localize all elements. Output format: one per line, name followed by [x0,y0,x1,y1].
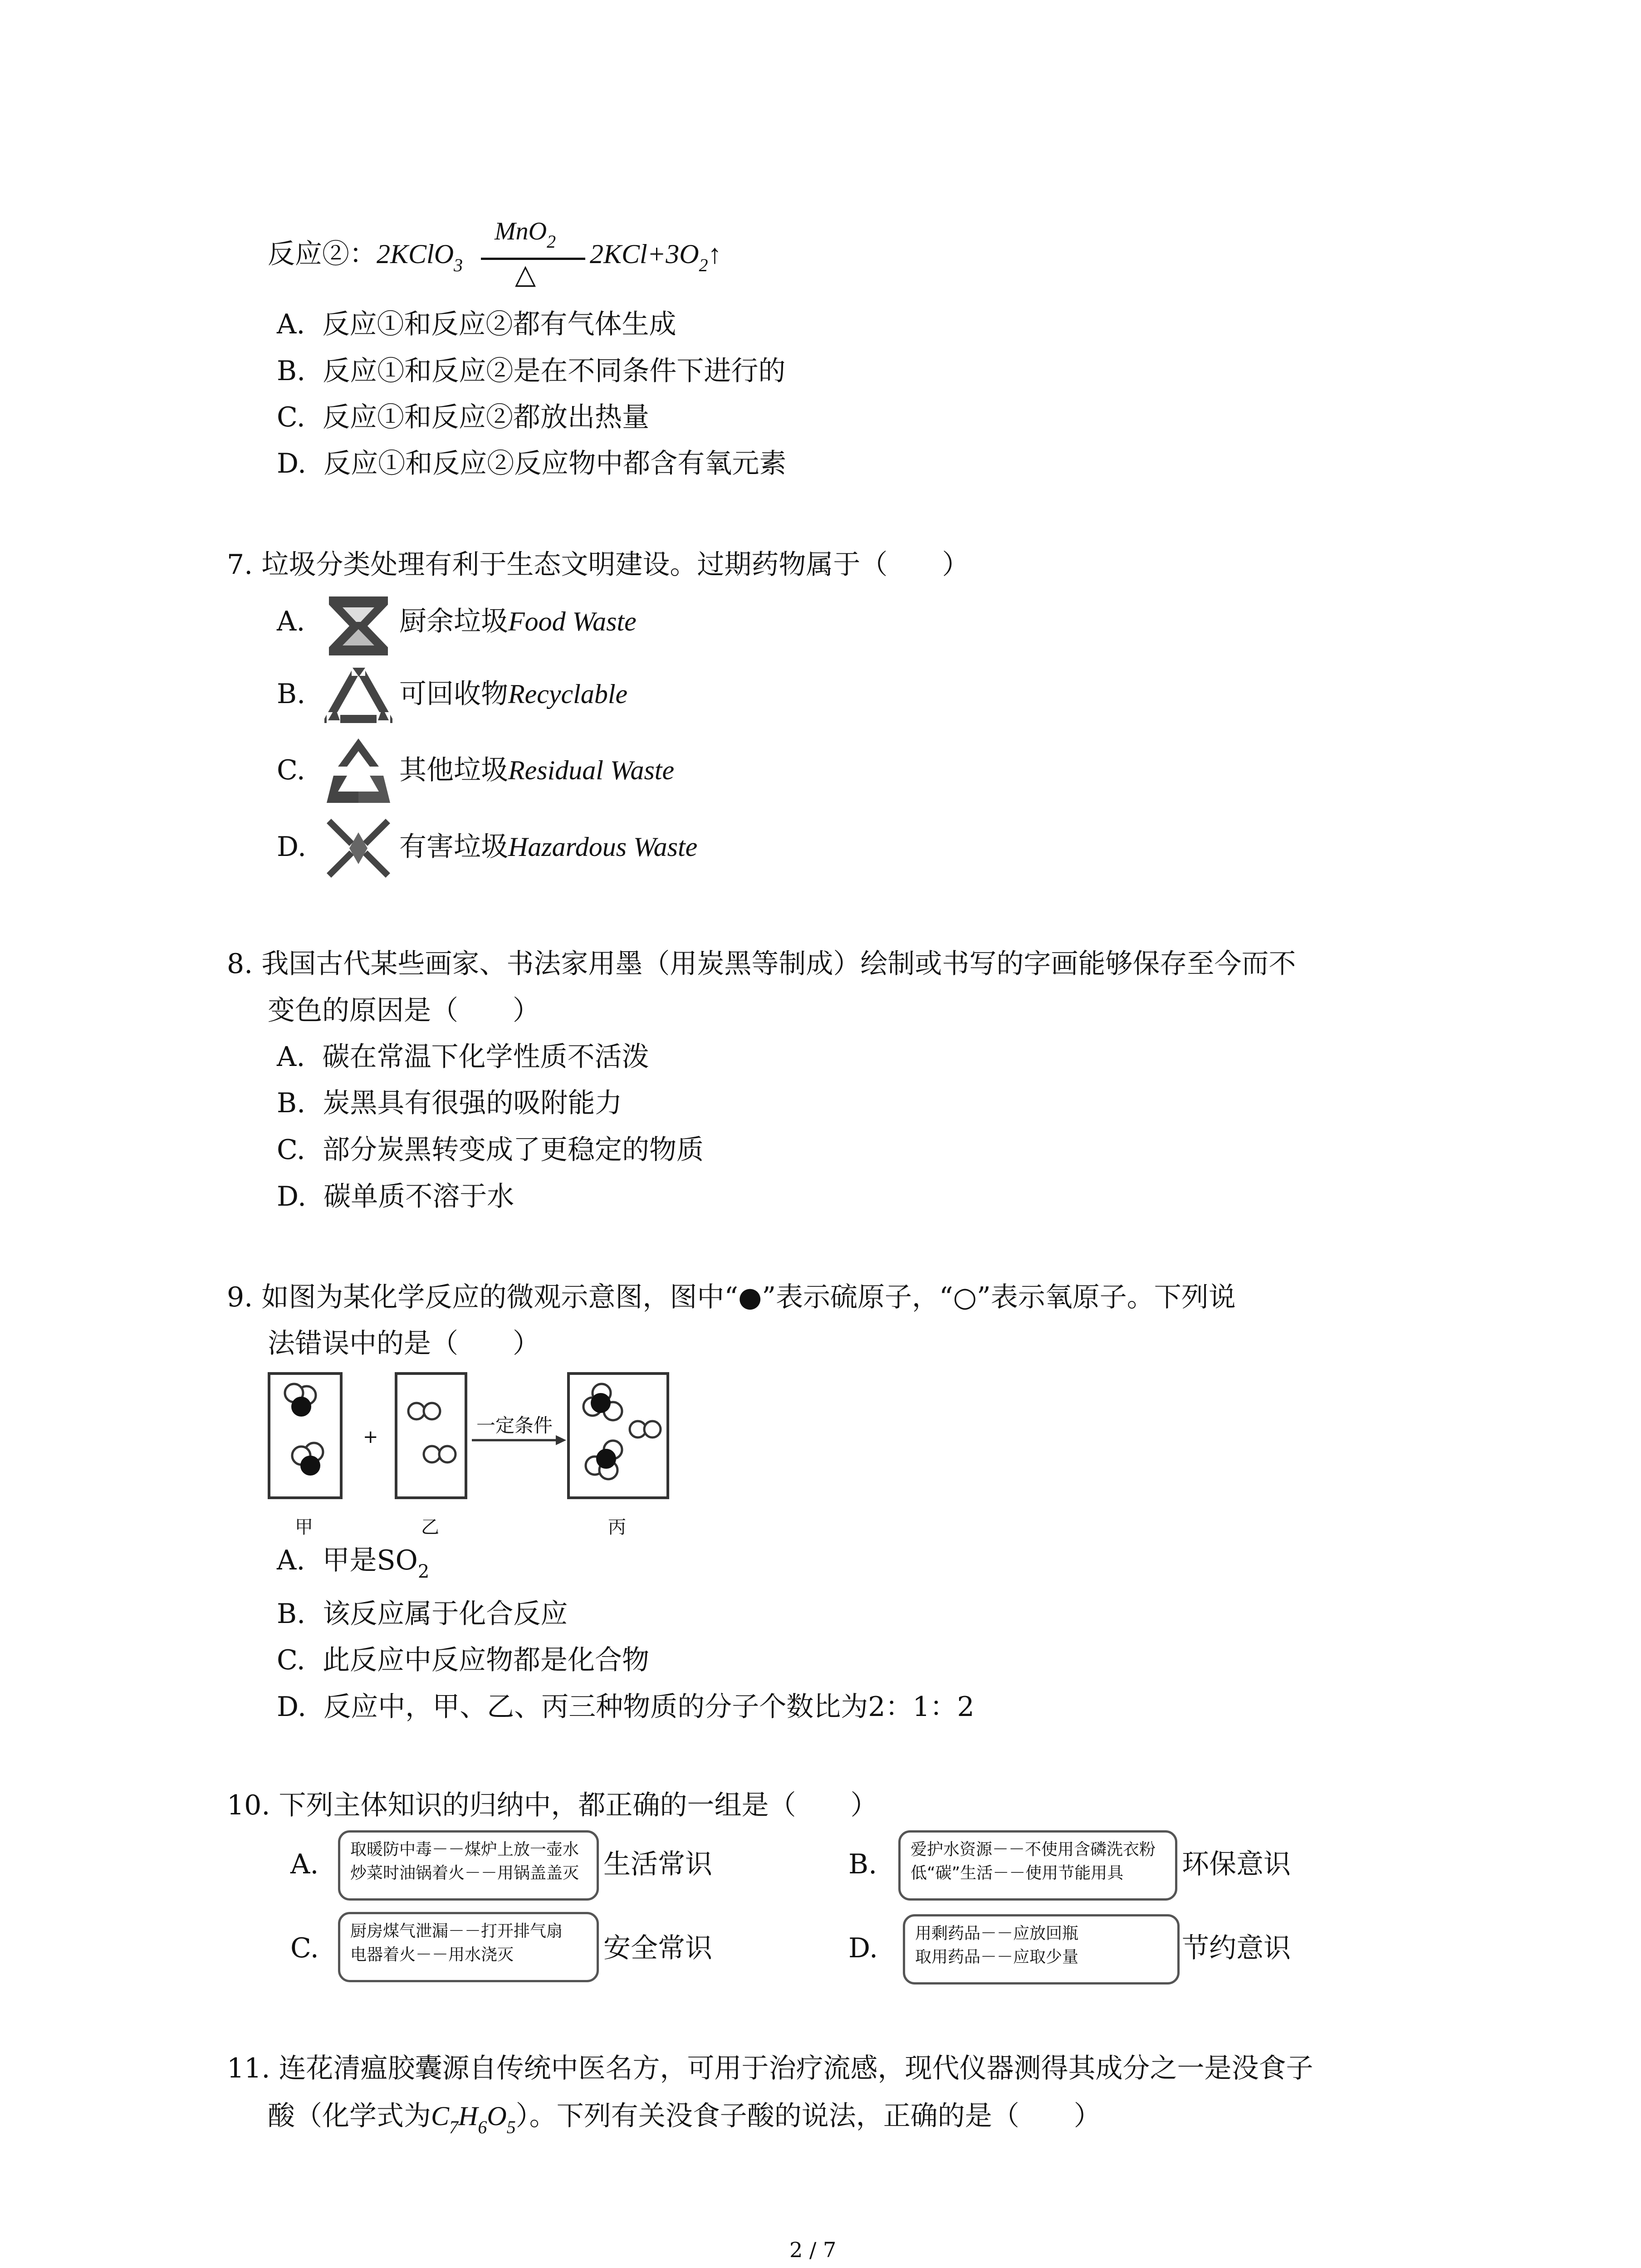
q7-option-d-letter: D. [277,831,307,863]
q7-option-b-letter: B. [277,678,306,710]
q9-option-d: D. 反应中，甲、乙、丙三种物质的分子个数比为2：1：2 [277,1691,975,1723]
q8-stem-line1: 8. 我国古代某些画家、书法家用墨（用炭黑等制成）绘制或书写的字画能够保存至今而不 [227,948,1296,980]
q9-option-b: B. 该反应属于化合反应 [277,1598,568,1630]
q11-stem-line2: 酸（化学式为$C_7H_6O_5$）。下列有关没食子酸的说法，正确的是（ ） [268,2100,1101,2137]
q10-option-b-box: 爱护水资源－－不使用含磷洗衣粉 低“碳”生活－－使用节能用具 [898,1830,1177,1901]
q8-stem-line2: 变色的原因是（ ） [268,995,540,1026]
diagram-plus: + [363,1427,378,1447]
q6-option-c: C. 反应①和反应②都放出热量 [277,401,649,433]
q9-option-a: A. 甲是$SO_2$ [277,1545,430,1582]
reaction-condition: 一定条件 [476,1414,553,1437]
q10-option-c-tag: 安全常识 [603,1932,712,1964]
q10-option-c-letter: C. [290,1932,319,1964]
reaction-arrow-icon [472,1433,567,1447]
so3-molecules-icon [570,1375,666,1496]
diagram-label-b: 乙 [421,1517,439,1538]
q10-option-c-box: 厨房煤气泄漏－－打开排气扇 电器着火－－用水浇灭 [338,1912,599,1982]
q9-stem-line2: 法错误中的是（ ） [268,1328,540,1359]
catalyst-label: MnO$_2$ [495,217,556,252]
q7-option-d-text: 有害垃圾Hazardous Waste [399,831,698,863]
q8-option-a: A. 碳在常温下化学性质不活泼 [277,1041,649,1073]
q7-option-c-text: 其他垃圾Residual Waste [399,754,675,786]
hazardous-waste-icon [324,814,392,882]
q6-option-d: D. 反应①和反应②反应物中都含有氧元素 [277,448,787,479]
q10-option-d-tag: 节约意识 [1182,1932,1291,1964]
q7-option-a-letter: A. [277,606,305,637]
recyclable-icon [324,662,392,735]
q11-stem-line1: 11. 连花清瘟胶囊源自传统中医名方，可用于治疗流感，现代仪器测得其成分之一是没食子 [227,2053,1313,2084]
food-waste-icon [324,592,392,660]
q9-option-c: C. 此反应中反应物都是化合物 [277,1644,649,1676]
reaction-2: 反应②：2KClO$_3$ [268,238,463,275]
q7-option-b-text: 可回收物Recyclable [399,678,628,710]
q8-option-d: D. 碳单质不溶于水 [277,1181,514,1212]
q10-option-b-tag: 环保意识 [1182,1848,1291,1880]
so2-molecules-icon [270,1375,340,1496]
o2-molecules-icon [397,1375,465,1496]
residual-waste-icon [324,735,392,812]
q6-option-a: A. 反应①和反应②都有气体生成 [277,308,676,340]
q10-option-b-letter: B. [848,1848,877,1880]
page-number: 2 / 7 [789,2238,837,2262]
q7-stem: 7. 垃圾分类处理有利于生态文明建设。过期药物属于（ ） [227,549,970,581]
q8-option-b: B. 炭黑具有很强的吸附能力 [277,1087,622,1119]
q10-option-a-tag: 生活常识 [603,1848,712,1880]
q9-stem-line1: 9. 如图为某化学反应的微观示意图，图中“●”表示硫原子，“○”表示氧原子。下列说 [227,1281,1236,1313]
reaction-products: $2KCl+3O_2↑$ [590,239,722,275]
diagram-label-c: 丙 [608,1517,626,1538]
q10-option-d-letter: D. [848,1932,878,1964]
q7-option-c-letter: C. [277,754,305,786]
q10-stem: 10. 下列主体知识的归纳中，都正确的一组是（ ） [227,1789,878,1821]
q8-option-c: C. 部分炭黑转变成了更稳定的物质 [277,1134,704,1166]
q6-option-b: B. 反应①和反应②是在不同条件下进行的 [277,355,786,387]
heat-symbol: △ [515,259,536,290]
diagram-label-a: 甲 [295,1517,313,1538]
q7-option-a-text: 厨余垃圾Food Waste [399,606,637,637]
q10-option-a-box: 取暖防中毒－－煤炉上放一壶水 炒菜时油锅着火－－用锅盖盖灭 [338,1830,599,1901]
q10-option-d-box: 用剩药品－－应放回瓶 取用药品－－应取少量 [903,1914,1180,1984]
q10-option-a-letter: A. [290,1848,319,1880]
